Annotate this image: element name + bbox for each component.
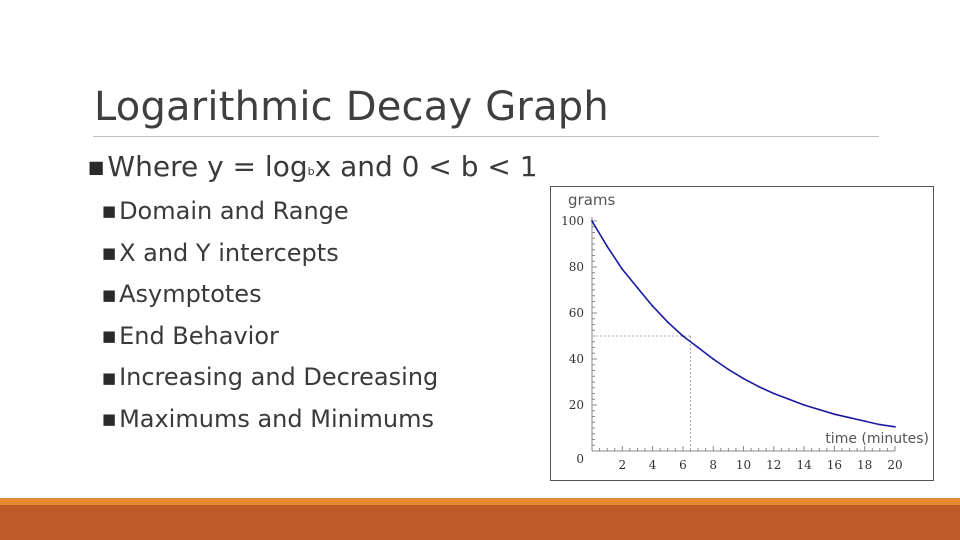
bullet-marker-icon: ■ [102, 327, 117, 346]
x-tick-label: 18 [857, 458, 873, 472]
sub-bullet-label: Maximums and Minimums [119, 404, 434, 433]
y-tick-label: 80 [568, 260, 584, 274]
y-tick-label: 40 [568, 352, 584, 366]
title-divider [93, 136, 879, 137]
data-point [758, 386, 760, 388]
x-tick-label: 20 [887, 458, 903, 472]
data-point [606, 245, 608, 247]
x-tick-label: 14 [796, 458, 812, 472]
data-point [788, 398, 790, 400]
bullet-marker-icon: ■ [102, 243, 117, 262]
decay-curve [592, 221, 895, 427]
footer-accent-bar [0, 498, 960, 505]
sub-bullet-label: X and Y intercepts [119, 238, 339, 267]
y-tick-label: 0 [576, 452, 584, 466]
data-point [834, 413, 836, 415]
data-point [637, 287, 639, 289]
x-tick-label: 6 [679, 458, 687, 472]
data-point [803, 404, 805, 406]
data-point [591, 220, 593, 222]
decay-chart [550, 186, 934, 481]
footer-bar [0, 505, 960, 540]
main-bullet-text-end: x and 0 < b < 1 [314, 150, 538, 183]
sub-bullet-item [102, 275, 438, 317]
x-tick-label: 8 [709, 458, 718, 472]
data-point [864, 420, 866, 422]
y-axis-title: grams [568, 191, 616, 209]
data-point [667, 321, 669, 323]
x-tick-label: 12 [766, 458, 782, 472]
data-point [712, 358, 714, 360]
x-tick-label: 2 [618, 458, 627, 472]
data-point [743, 378, 745, 380]
bullet-marker-icon: ■ [102, 410, 117, 429]
data-point [727, 368, 729, 370]
y-tick-label: 60 [568, 306, 584, 320]
decay-chart-svg [551, 187, 935, 482]
x-tick-label: 4 [648, 458, 657, 472]
sub-bullet-item [102, 400, 438, 442]
bullet-marker-icon: ■ [102, 285, 117, 304]
sub-bullet-item [102, 234, 438, 276]
sub-bullet-list [102, 192, 438, 442]
sub-bullet-label: Domain and Range [119, 197, 349, 225]
main-bullet-text-start: Where y = log [107, 150, 308, 183]
sub-bullet-label: End Behavior [119, 321, 279, 350]
bullet-marker-icon: ■ [88, 157, 105, 178]
data-point [849, 417, 851, 419]
data-point [894, 426, 896, 428]
data-point [697, 347, 699, 349]
data-point [773, 393, 775, 395]
data-point [818, 409, 820, 411]
sub-bullet-item [102, 358, 438, 400]
sub-bullet-item [102, 192, 438, 234]
x-tick-label: 10 [735, 458, 752, 472]
data-point [879, 424, 881, 426]
bullet-marker-icon: ■ [102, 368, 117, 387]
x-axis-title: time (minutes) [825, 431, 929, 447]
y-tick-label: 100 [561, 214, 584, 228]
sub-bullet-item [102, 317, 438, 359]
log-base-subscript: b [307, 165, 315, 178]
x-tick-label: 16 [826, 458, 843, 472]
data-point [621, 268, 623, 270]
data-point [682, 335, 684, 337]
y-tick-label: 20 [568, 398, 584, 412]
data-point [652, 305, 654, 307]
main-bullet [88, 150, 538, 183]
bullet-marker-icon: ■ [102, 202, 117, 221]
slide-title: Logarithmic Decay Graph [94, 84, 609, 130]
sub-bullet-label: Increasing and Decreasing [119, 363, 439, 392]
sub-bullet-label: Asymptotes [119, 280, 262, 309]
